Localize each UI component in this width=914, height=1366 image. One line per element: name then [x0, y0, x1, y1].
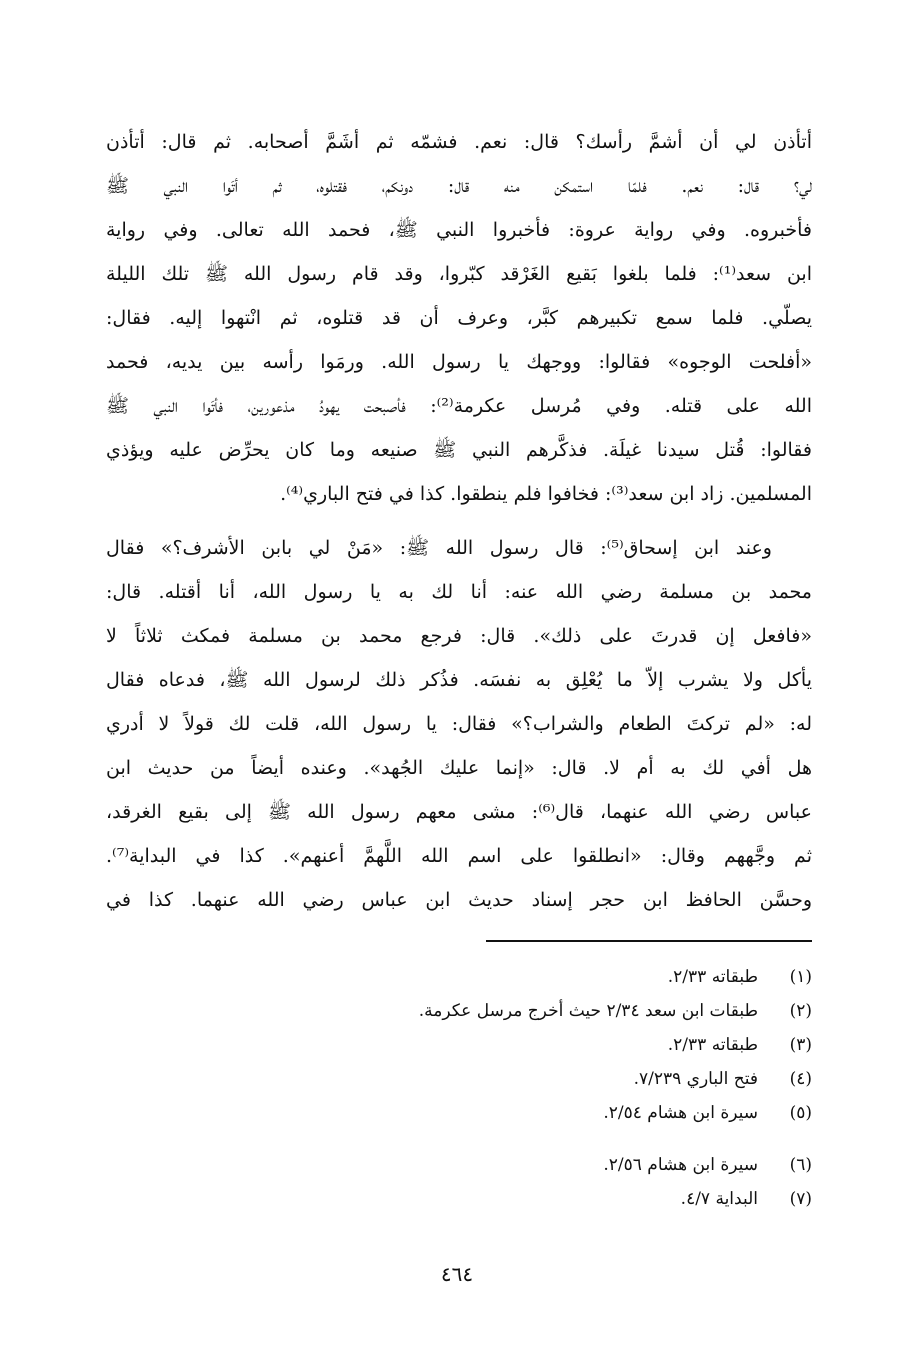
- text-line: فقالوا: قُتل سيدنا غيلَة. فذكَّرهم النبي ﷺ صنيعه وما كان يحرِّض عليه ويؤذي: [106, 439, 812, 461]
- text-line: «فافعل إن قدرتَ على ذلك». قال: فرجع محمد بن مسلمة فمكث ثلاثاً لا: [106, 625, 812, 647]
- footnote-5: [300, 1096, 812, 1130]
- footnote-number: (٢): [789, 1001, 812, 1021]
- text-line: محمد بن مسلمة رضي الله عنه: أنا لك به يا رسول الله، أنا أقتله. قال:: [106, 581, 812, 603]
- footnote-number: (٥): [789, 1103, 812, 1123]
- main-text: [106, 120, 812, 922]
- footnote-text: سيرة ابن هشام ٢/٥٦.: [603, 1155, 758, 1175]
- page-number: ٤٦٤: [440, 1262, 474, 1286]
- text-line: وحسَّن الحافظ ابن حجر إسناد حديث ابن عباس رضي الله عنهما. كذا في: [106, 889, 812, 911]
- footnote-3: [300, 1028, 812, 1062]
- footnotes: [300, 960, 812, 1216]
- footnote-7: [300, 1182, 812, 1216]
- footnote-text: البداية ٤/٧.: [680, 1189, 758, 1209]
- text-line: أتأذن لي أن أشمَّ رأسك؟ قال: نعم. فشمّه ثم أشَمَّ أصحابه. ثم قال: أتأذن: [106, 131, 812, 153]
- footnote-number: (١): [789, 967, 812, 987]
- text-line: له: «لم تركتَ الطعام والشراب؟» فقال: يا رسول الله، قلت لك قولاً لا أدري: [106, 713, 812, 735]
- text-line: المسلمين. زاد ابن سعد⁽³⁾: فخافوا فلم ينطقوا. كذا في فتح الباري⁽⁴⁾.: [280, 483, 812, 505]
- text-line: هل أفي لك به أم لا. قال: «إنما عليك الجُهد». وعنده أيضاً من حديث ابن: [106, 757, 812, 779]
- footnote-text: طبقاته ٢/٣٣.: [667, 1035, 758, 1055]
- footnote-2: [300, 994, 812, 1028]
- footnote-text: طبقاته ٢/٣٣.: [667, 967, 758, 987]
- footnote-number: (٦): [789, 1155, 812, 1175]
- footnote-number: (٧): [789, 1189, 812, 1209]
- footnote-text: طبقات ابن سعد ٢/٣٤ حيث أخرج مرسل عكرمة.: [418, 1001, 758, 1021]
- text-line: الله على قتله. وفي مُرسل عكرمة⁽²⁾: فأصبحت يهودُ مذعورين، فأتَوا النبي ﷺ: [106, 395, 812, 417]
- footnote-separator: [486, 940, 812, 942]
- footnote-text: فتح الباري ٧/٢٣٩.: [633, 1069, 758, 1089]
- text-line: يأكل ولا يشرب إلاّ ما يُعْلِق به نفسَه. فذُكر ذلك لرسول الله ﷺ، فدعاه فقال: [106, 669, 812, 691]
- text-line: «أفلحت الوجوه» فقالوا: ووجهك يا رسول الله. ورمَوا رأسه بين يديه، فحمد: [106, 351, 812, 373]
- text-line: ثم وجَّههم وقال: «انطلقوا على اسم الله اللَّهمَّ أعنهم». كذا في البداية⁽⁷⁾.: [106, 845, 812, 867]
- text-line: وعند ابن إسحاق⁽⁵⁾: قال رسول الله ﷺ: «مَنْ لي بابن الأشرف؟» فقال: [106, 537, 772, 559]
- footnote-1: [300, 960, 812, 994]
- text-line: فأخبروه. وفي رواية عروة: فأخبروا النبي ﷺ، فحمد الله تعالى. وفي رواية: [106, 219, 812, 241]
- footnote-number: (٤): [789, 1069, 812, 1089]
- footnote-number: (٣): [789, 1035, 812, 1055]
- text-line: يصلّي. فلما سمع تكبيرهم كبَّر، وعرف أن قد قتلوه، ثم انْتهوا إليه. فقال:: [106, 307, 812, 329]
- footnote-6: [300, 1148, 812, 1182]
- footnote-4: [300, 1062, 812, 1096]
- text-line: لي؟ قال: نعم. فلمّا استمكن منه قال: دونكم، فقتلوه، ثم أتَوا النبي ﷺ: [106, 175, 812, 197]
- text-line: ابن سعد⁽¹⁾: فلما بلغوا بَقيع الغَرْقد كبّروا، وقد قام رسول الله ﷺ تلك الليلة: [106, 263, 812, 285]
- footnote-text: سيرة ابن هشام ٢/٥٤.: [603, 1103, 758, 1123]
- text-line: عباس رضي الله عنهما، قال⁽⁶⁾: مشى معهم رسول الله ﷺ إلى بقيع الغرقد،: [106, 801, 812, 823]
